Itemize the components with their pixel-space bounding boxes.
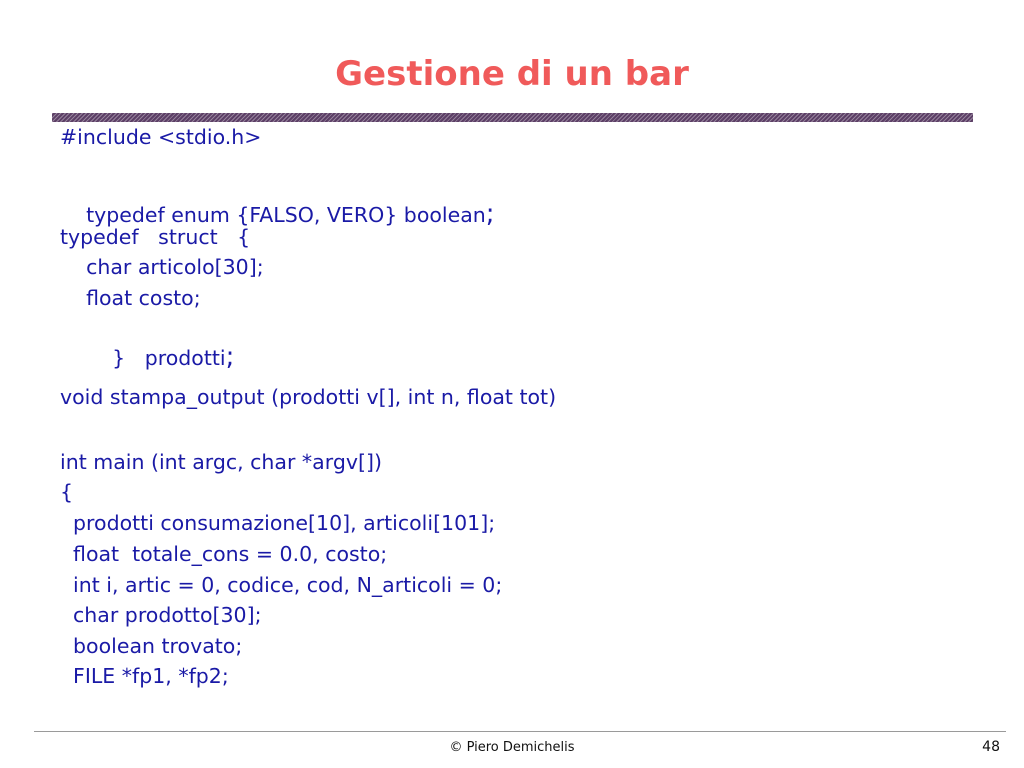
code-line-open-brace: { <box>60 480 74 504</box>
code-text: } prodotti <box>86 346 226 370</box>
page-number: 48 <box>982 739 1000 755</box>
code-line-prodotti-decl: prodotti consumazione[10], articoli[101]; <box>60 511 496 535</box>
code-line-char-decl: char prodotto[30]; <box>60 603 262 627</box>
code-line-float-decl: float totale_cons = 0.0, costo; <box>60 542 388 566</box>
code-text: typedef enum {FALSO, VERO} boolean <box>86 203 486 227</box>
code-line-main: int main (int argc, char *argv[]) <box>60 450 382 474</box>
code-semicolon: ; <box>485 199 495 229</box>
footer-rule <box>34 731 1006 732</box>
code-line-include: #include <stdio.h> <box>60 125 262 149</box>
code-line-file-decl: FILE *fp1, *fp2; <box>60 664 229 688</box>
footer-copyright: © Piero Demichelis <box>449 740 575 755</box>
code-line-int-decl: int i, artic = 0, codice, cod, N_articoli = 0; <box>60 573 503 597</box>
code-semicolon: ; <box>225 342 235 372</box>
code-line-stampa-output: void stampa_output (prodotti v[], int n, float tot) <box>60 385 557 409</box>
code-line-float-costo: float costo; <box>60 286 201 310</box>
slide-title: Gestione di un bar <box>335 54 689 94</box>
code-line-typedef-struct: typedef struct { <box>60 225 251 249</box>
code-line-char-articolo: char articolo[30]; <box>60 255 264 279</box>
title-rule-bar <box>52 113 973 122</box>
code-line-boolean-decl: boolean trovato; <box>60 634 243 658</box>
